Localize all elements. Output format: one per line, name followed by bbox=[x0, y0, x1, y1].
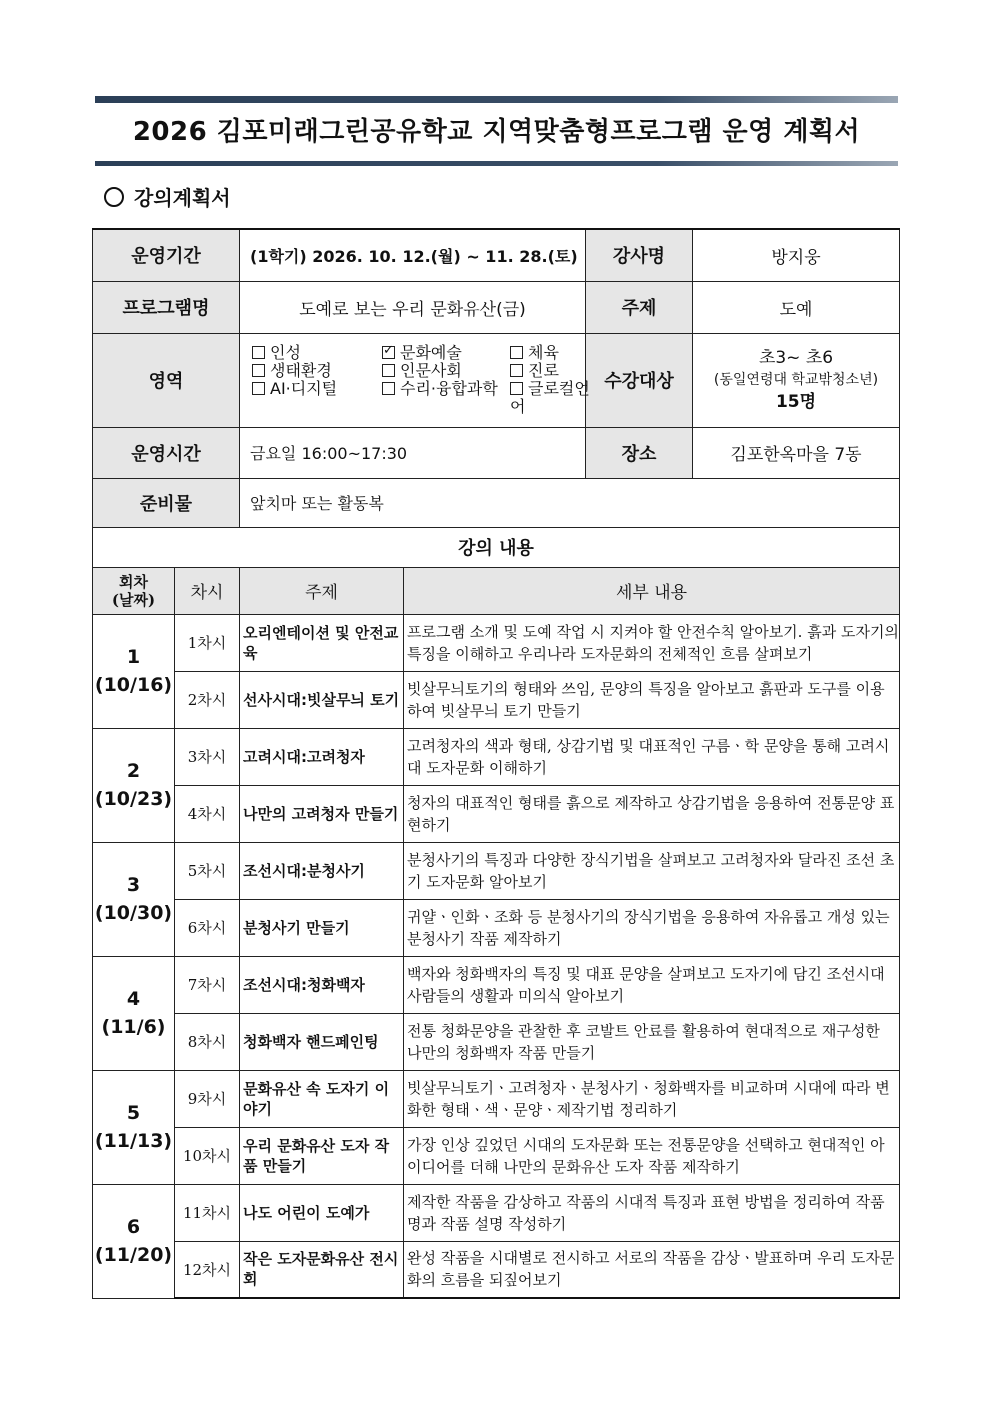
order-cell: 4차시 bbox=[175, 785, 240, 842]
title-bottom-rule bbox=[95, 161, 898, 166]
session-cell bbox=[93, 956, 175, 1070]
session-date: (10/16) bbox=[94, 674, 173, 696]
order-cell: 8차시 bbox=[175, 1013, 240, 1070]
table-row bbox=[93, 956, 900, 1013]
area-options bbox=[240, 343, 590, 416]
time-value: 금요일 16:00~17:30 bbox=[240, 427, 586, 478]
lecture-plan-table bbox=[92, 228, 900, 1299]
table-row bbox=[93, 1184, 900, 1241]
place-value: 김포한옥마을 7동 bbox=[693, 427, 900, 478]
session-date: (11/13) bbox=[94, 1130, 173, 1152]
area-option[interactable] bbox=[382, 380, 510, 416]
order-cell: 2차시 bbox=[175, 671, 240, 728]
area-option-label: 글로컬언어 bbox=[510, 379, 590, 416]
detail-cell: 완성 작품을 시대별로 전시하고 서로의 작품을 감상ㆍ발표하며 우리 도자문화의 흐름을 되짚어보기 bbox=[404, 1241, 900, 1298]
detail-cell: 프로그램 소개 및 도예 작업 시 지켜야 할 안전수칙 알아보기. 흙과 도자기의 특징을 이해하고 우리나라 도자문화의 전체적인 흐름 살펴보기 bbox=[404, 614, 900, 671]
period-value: (1학기) 2026. 10. 12.(월) ~ 11. 28.(토) bbox=[240, 229, 586, 281]
order-cell: 6차시 bbox=[175, 899, 240, 956]
order-cell: 9차시 bbox=[175, 1070, 240, 1127]
area-option-label: 수리·융합과학 bbox=[400, 379, 498, 398]
area-label: 영역 bbox=[93, 333, 240, 427]
checkbox-icon[interactable] bbox=[382, 382, 395, 395]
instructor-value: 방지웅 bbox=[693, 229, 900, 281]
session-number: 4 bbox=[126, 988, 141, 1010]
order-cell: 12차시 bbox=[175, 1241, 240, 1298]
table-row bbox=[93, 614, 900, 671]
detail-cell: 제작한 작품을 감상하고 작품의 시대적 특징과 표현 방법을 정리하여 작품명과 작품 설명 작성하기 bbox=[404, 1184, 900, 1241]
area-option[interactable] bbox=[382, 344, 510, 362]
topic-cell: 청화백자 핸드페인팅 bbox=[240, 1013, 404, 1070]
section-heading-text: 강의계획서 bbox=[134, 186, 231, 210]
table-row bbox=[93, 1070, 900, 1127]
instructor-label: 강사명 bbox=[586, 229, 693, 281]
detail-cell: 귀얄ㆍ인화ㆍ조화 등 분청사기의 장식기법을 응용하여 자유롭고 개성 있는 분청사기 작품 제작하기 bbox=[404, 899, 900, 956]
order-cell: 10차시 bbox=[175, 1127, 240, 1184]
table-row bbox=[93, 1127, 900, 1184]
order-cell: 1차시 bbox=[175, 614, 240, 671]
program-label: 프로그램명 bbox=[93, 281, 240, 333]
materials-value: 앞치마 또는 활동복 bbox=[240, 478, 900, 527]
topic-cell: 우리 문화유산 도자 작품 만들기 bbox=[240, 1127, 404, 1184]
session-number: 3 bbox=[126, 874, 141, 896]
col-topic-header: 주제 bbox=[240, 567, 404, 614]
area-option-label: AI·디지털 bbox=[270, 379, 338, 398]
area-option-label: 인문사회 bbox=[400, 361, 462, 380]
topic-cell: 조선시대:청화백자 bbox=[240, 956, 404, 1013]
session-date: (10/30) bbox=[94, 902, 173, 924]
checkbox-icon[interactable] bbox=[510, 382, 523, 395]
table-row bbox=[93, 842, 900, 899]
session-number: 1 bbox=[126, 646, 141, 668]
detail-cell: 백자와 청화백자의 특징 및 대표 문양을 살펴보고 도자기에 담긴 조선시대 사람들의 생활과 미의식 알아보기 bbox=[404, 956, 900, 1013]
topic-cell: 작은 도자문화유산 전시회 bbox=[240, 1241, 404, 1298]
order-cell: 5차시 bbox=[175, 842, 240, 899]
col-session-line1: 회차 bbox=[119, 572, 148, 591]
detail-cell: 전통 청화문양을 관찰한 후 코발트 안료를 활용하여 현대적으로 재구성한 나만의 청화백자 작품 만들기 bbox=[404, 1013, 900, 1070]
table-row bbox=[93, 1241, 900, 1298]
col-detail-header: 세부 내용 bbox=[404, 567, 900, 614]
table-row bbox=[93, 728, 900, 785]
subject-value: 도예 bbox=[693, 281, 900, 333]
materials-label: 준비물 bbox=[93, 478, 240, 527]
document-title: 2026 김포미래그린공유학교 지역맞춤형프로그램 운영 계획서 bbox=[132, 117, 861, 147]
area-option[interactable] bbox=[510, 380, 590, 416]
content-heading: 강의 내용 bbox=[93, 527, 900, 567]
area-option-label: 문화예술 bbox=[400, 343, 462, 362]
session-number: 6 bbox=[126, 1216, 141, 1238]
target-note: (동일연령대 학교밖청소년) bbox=[713, 372, 879, 388]
session-cell bbox=[93, 1070, 175, 1184]
order-cell: 7차시 bbox=[175, 956, 240, 1013]
col-session-header bbox=[93, 567, 175, 614]
topic-cell: 나만의 고려청자 만들기 bbox=[240, 785, 404, 842]
detail-cell: 가장 인상 깊었던 시대의 도자문화 또는 전통문양을 선택하고 현대적인 아이디어를 더해 나만의 문화유산 도자 작품 제작하기 bbox=[404, 1127, 900, 1184]
detail-cell: 분청사기의 특징과 다양한 장식기법을 살펴보고 고려청자와 달라진 조선 초기 도자문화 알아보기 bbox=[404, 842, 900, 899]
detail-cell: 빗살무늬토기의 형태와 쓰임, 문양의 특징을 알아보고 흙판과 도구를 이용하여 빗살무늬 토기 만들기 bbox=[404, 671, 900, 728]
period-label: 운영기간 bbox=[93, 229, 240, 281]
session-cell bbox=[93, 728, 175, 842]
area-option[interactable] bbox=[382, 362, 510, 380]
session-date: (11/6) bbox=[101, 1016, 166, 1038]
target-value bbox=[693, 333, 900, 427]
area-checklist bbox=[240, 333, 590, 427]
session-number: 2 bbox=[126, 760, 141, 782]
title-top-rule bbox=[95, 96, 898, 103]
session-date: (10/23) bbox=[94, 788, 173, 810]
area-option-label: 인성 bbox=[270, 343, 301, 362]
area-option[interactable] bbox=[252, 380, 382, 416]
table-row bbox=[93, 785, 900, 842]
table-row bbox=[93, 1013, 900, 1070]
topic-cell: 선사시대:빗살무늬 토기 bbox=[240, 671, 404, 728]
topic-cell: 조선시대:분청사기 bbox=[240, 842, 404, 899]
target-label: 수강대상 bbox=[586, 333, 693, 427]
table-row bbox=[93, 671, 900, 728]
place-label: 장소 bbox=[586, 427, 693, 478]
subject-label: 주제 bbox=[586, 281, 693, 333]
session-cell bbox=[93, 842, 175, 956]
order-cell: 11차시 bbox=[175, 1184, 240, 1241]
checkbox-icon[interactable] bbox=[252, 364, 265, 377]
area-option-label: 체육 bbox=[528, 343, 559, 362]
order-cell: 3차시 bbox=[175, 728, 240, 785]
session-cell bbox=[93, 614, 175, 728]
checkbox-icon[interactable] bbox=[510, 364, 523, 377]
checkbox-icon[interactable] bbox=[252, 346, 265, 359]
table-row bbox=[93, 899, 900, 956]
session-cell bbox=[93, 1184, 175, 1298]
area-option-label: 진로 bbox=[528, 361, 559, 380]
checked-box-icon[interactable] bbox=[382, 346, 395, 359]
checkbox-icon[interactable] bbox=[252, 382, 265, 395]
area-option[interactable] bbox=[252, 362, 382, 380]
topic-cell: 문화유산 속 도자기 이야기 bbox=[240, 1070, 404, 1127]
col-order-header: 차시 bbox=[175, 567, 240, 614]
detail-cell: 고려청자의 색과 형태, 상감기법 및 대표적인 구름ㆍ학 문양을 통해 고려시대 도자문화 이해하기 bbox=[404, 728, 900, 785]
session-date: (11/20) bbox=[94, 1244, 173, 1266]
area-option[interactable] bbox=[252, 344, 382, 362]
area-option-label: 생태환경 bbox=[270, 361, 332, 380]
topic-cell: 오리엔테이션 및 안전교육 bbox=[240, 614, 404, 671]
target-count: 15명 bbox=[775, 392, 817, 412]
target-grade: 초3~ 초6 bbox=[758, 348, 834, 368]
section-heading bbox=[104, 182, 231, 211]
checkbox-icon[interactable] bbox=[382, 364, 395, 377]
circle-bullet-icon bbox=[104, 187, 124, 207]
area-option[interactable] bbox=[510, 362, 590, 380]
col-session-line2: (날짜) bbox=[111, 590, 156, 609]
checkbox-icon[interactable] bbox=[510, 346, 523, 359]
topic-cell: 고려시대:고려청자 bbox=[240, 728, 404, 785]
topic-cell: 분청사기 만들기 bbox=[240, 899, 404, 956]
detail-cell: 빗살무늬토기ㆍ고려청자ㆍ분청사기ㆍ청화백자를 비교하며 시대에 따라 변화한 형태ㆍ색ㆍ문양ㆍ제작기법 정리하기 bbox=[404, 1070, 900, 1127]
topic-cell: 나도 어린이 도예가 bbox=[240, 1184, 404, 1241]
area-option[interactable] bbox=[510, 344, 590, 362]
detail-cell: 청자의 대표적인 형태를 흙으로 제작하고 상감기법을 응용하여 전통문양 표현하기 bbox=[404, 785, 900, 842]
time-label: 운영시간 bbox=[93, 427, 240, 478]
session-number: 5 bbox=[126, 1102, 141, 1124]
program-value: 도예로 보는 우리 문화유산(금) bbox=[240, 281, 586, 333]
